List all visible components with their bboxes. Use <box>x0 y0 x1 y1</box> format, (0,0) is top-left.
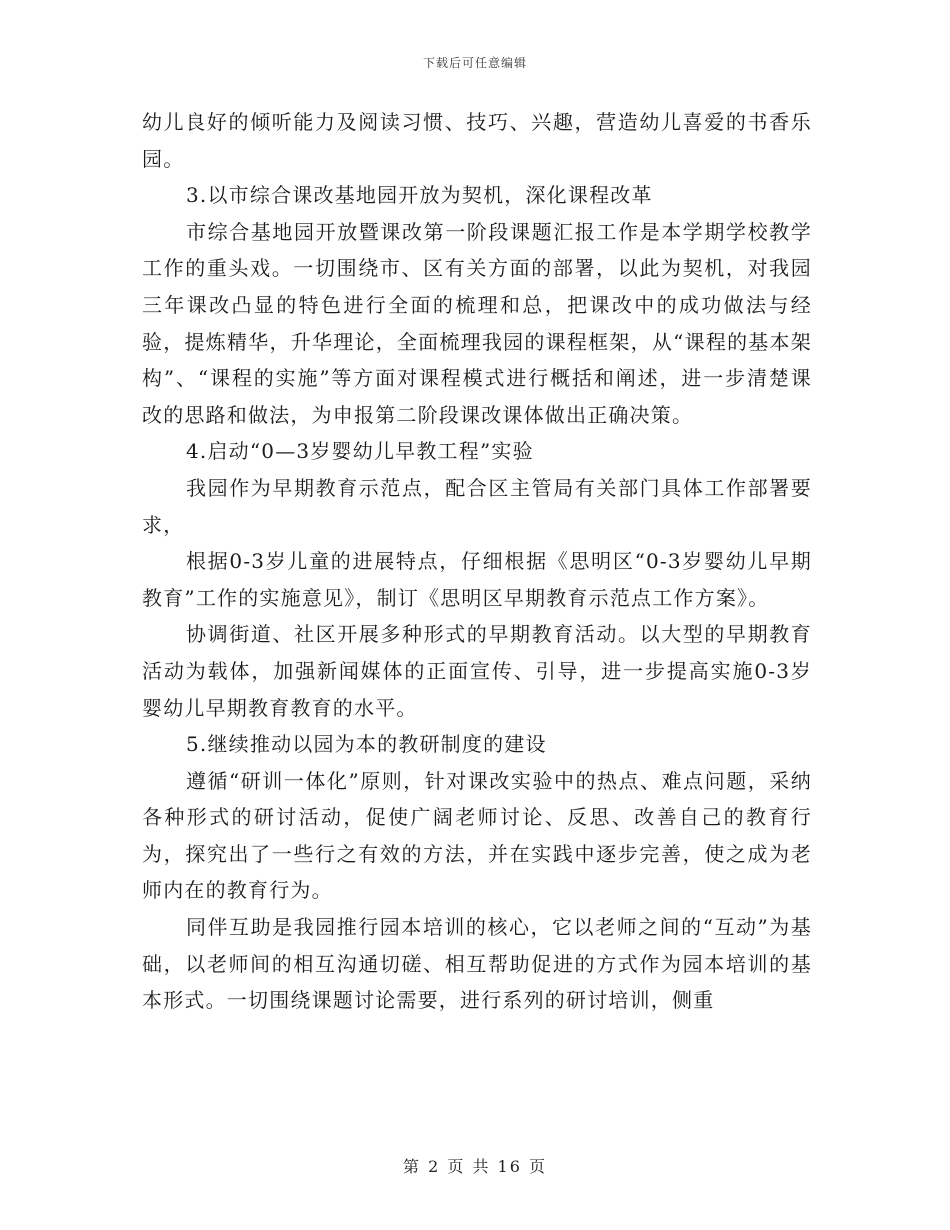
paragraph-7: 协调街道、社区开展多种形式的早期教育活动。以大型的早期教育活动为载体，加强新闻媒体的正面宣传、引导，进一步提高实施0-3岁婴幼儿早期教育教育的水平。 <box>142 622 812 720</box>
body-content <box>142 104 812 1019</box>
paragraph-5: 我园作为早期教育示范点，配合区主管局有关部门具体工作部署要求， <box>142 475 812 537</box>
paragraph-6: 根据0-3岁儿童的进展特点，仔细根据《思明区“0-3岁婴幼儿早期教育”工作的实施意见》，制订《思明区早期教育示范点工作方案》。 <box>142 549 812 610</box>
section-heading-4: 4.启动“0—3岁婴幼儿早教工程”实验 <box>186 439 534 464</box>
section-heading-5: 5.继续推动以园为本的教研制度的建设 <box>186 732 547 757</box>
paragraph-1: 幼儿良好的倾听能力及阅读习惯、技巧、兴趣，营造幼儿喜爱的书香乐园。 <box>142 110 812 171</box>
paragraph-9: 遵循“研训一体化”原则，针对课改实验中的热点、难点问题，采纳各种形式的研讨活动，促使广阔老师讨论、反思、改善自己的教育行为，探究出了一些行之有效的方法，并在实践中逐步完善，使之成为老师内在的教育行为。 <box>142 768 812 903</box>
page-header: 下载后可任意编辑 <box>422 56 527 70</box>
section-heading-3: 3.以市综合课改基地园开放为契机，深化课程改革 <box>186 183 653 208</box>
paragraph-3: 市综合基地园开放暨课改第一阶段课题汇报工作是本学期学校教学工作的重头戏。一切围绕市、区有关方面的部署，以此为契机，对我园三年课改凸显的特色进行全面的梳理和总，把课改中的成功做法与经验，提炼精华，升华理论，全面梳理我园的课程框架，从“课程的基本架构”、“课程的实施”等方面对课程模式进行概括和阐述，进一步清楚课改的思路和做法，为申报第二阶段课改课体做出正确决策。 <box>142 219 812 427</box>
paragraph-10: 同伴互助是我园推行园本培训的核心，它以老师之间的“互动”为基础，以老师间的相互沟通切磋、相互帮助促进的方式作为园本培训的基本形式。一切围绕课题讨论需要，进行系列的研讨培训，侧重 <box>142 915 812 1013</box>
page-number-footer: 第 2 页 共 16 页 <box>403 1157 547 1176</box>
